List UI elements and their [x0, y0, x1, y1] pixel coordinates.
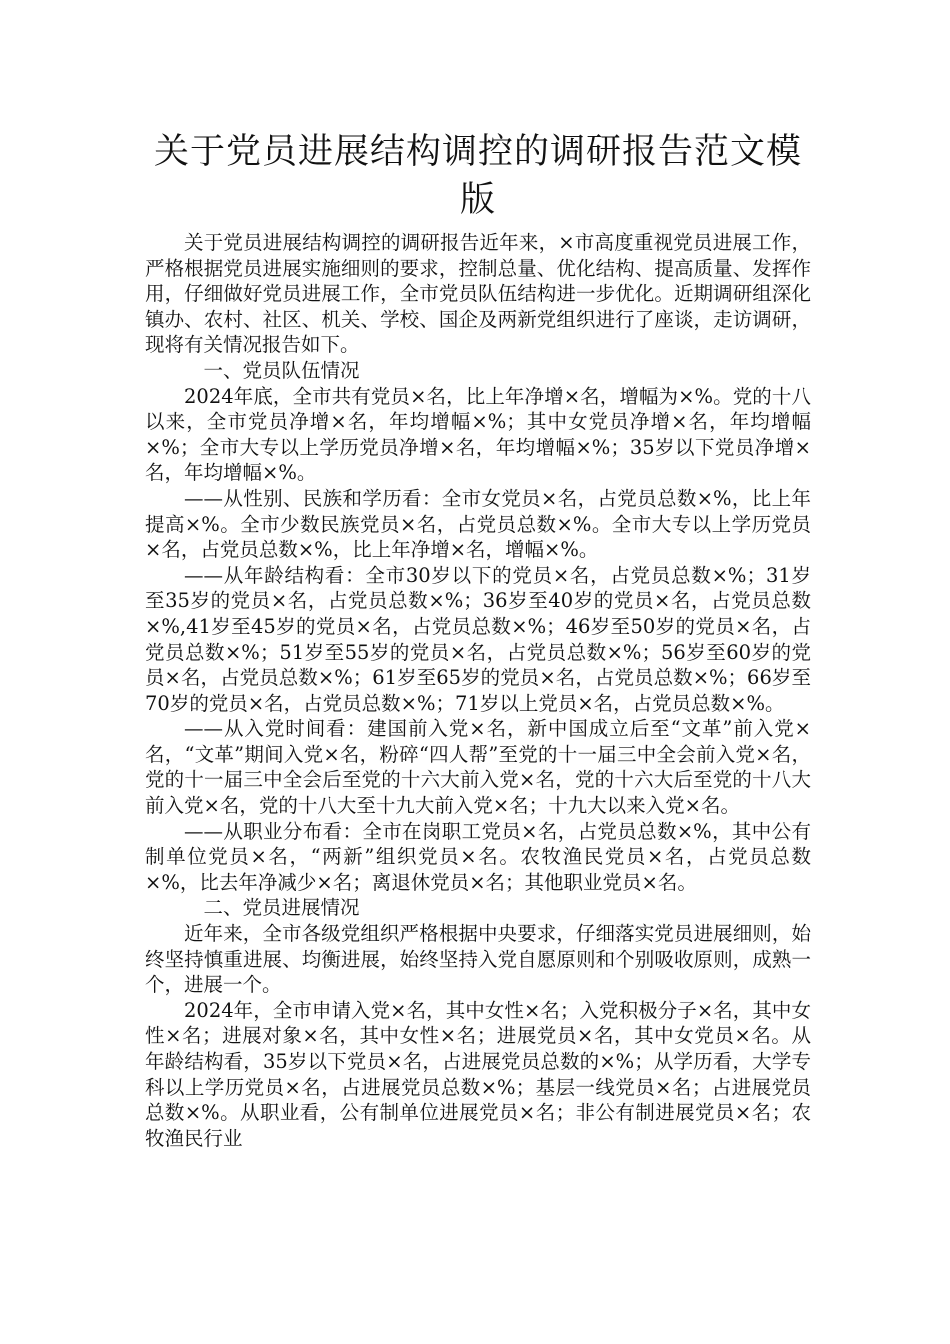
section-heading-2: 二、党员进展情况 [203, 896, 360, 920]
section-heading-1: 一、党员队伍情况 [203, 358, 360, 382]
intro-paragraph: 关于党员进展结构调控的调研报告近年来，×市高度重视党员进展工作，严格根据党员进展实施细则的要求，控制总量、优化结构、提高质量、发挥作用，仔细做好党员进展工作，全市党员队伍结构进一步优化。近期调研组深化镇办、农村、社区、机关、学校、国企及两新党组织进行了座谈，走访调研，现将有关情况报告如下。 [145, 231, 811, 357]
body-paragraph: ——从入党时间看：建国前入党×名，新中国成立后至“文革”前入党×名，“文革”期间入党×名，粉碎“四人帮”至党的十一届三中全会前入党×名，党的十一届三中全会后至党的十六大前入党×名，党的十六大后至党的十八大前入党×名，党的十八大至十九大前入党×名；十九大以来入党×名。 [145, 717, 811, 818]
body-paragraph: ——从年龄结构看：全市30岁以下的党员×名，占党员总数×%；31岁至35岁的党员×名，占党员总数×%；36岁至40岁的党员×名，占党员总数×%,41岁至45岁的党员×名，占党员总数×%；46岁至50岁的党员×名，占党员总数×%；51岁至55岁的党员×名，占党员总数×%；56岁至60岁的党员×名，占党员总数×%；61岁至65岁的党员×名，占党员总数×%；66岁至70岁的党员×名，占党员总数×%；71岁以上党员×名，占党员总数×%。 [145, 563, 811, 715]
body-paragraph: ——从性别、民族和学历看：全市女党员×名，占党员总数×%，比上年提高×%。全市少数民族党员×名，占党员总数×%。全市大专以上学历党员×名，占党员总数×%，比上年净增×名，增幅×%。 [145, 486, 811, 562]
body-paragraph: 近年来，全市各级党组织严格根据中央要求，仔细落实党员进展细则，始终坚持慎重进展、均衡进展，始终坚持入党自愿原则和个别吸收原则，成熟一个，进展一个。 [145, 922, 811, 997]
document-page [145, 128, 811, 1151]
document-title: 关于党员进展结构调控的调研报告范文模版 [153, 132, 802, 220]
body-paragraph: 2024年，全市申请入党×名，其中女性×名；入党积极分子×名，其中女性×名；进展对象×名，其中女性×名；进展党员×名，其中女党员×名。从年龄结构看，35岁以下党员×名，占进展党员总数的×%；从学历看，大学专科以上学历党员×名，占进展党员总数×%；基层一线党员×名；占进展党员总数×%。从职业看，公有制单位进展党员×名；非公有制进展党员×名；农牧渔民行业 [145, 998, 811, 1150]
body-paragraph: ——从职业分布看：全市在岗职工党员×名，占党员总数×%，其中公有制单位党员×名，“两新”组织党员×名。农牧渔民党员×名，占党员总数×%，比去年净减少×名；离退休党员×名；其他职业党员×名。 [145, 819, 811, 894]
body-paragraph: 2024年底，全市共有党员×名，比上年净增×名，增幅为×%。党的十八以来，全市党员净增×名，年均增幅×%；其中女党员净增×名，年均增幅×%；全市大专以上学历党员净增×名，年均增幅×%；35岁以下党员净增×名，年均增幅×%。 [145, 384, 811, 485]
